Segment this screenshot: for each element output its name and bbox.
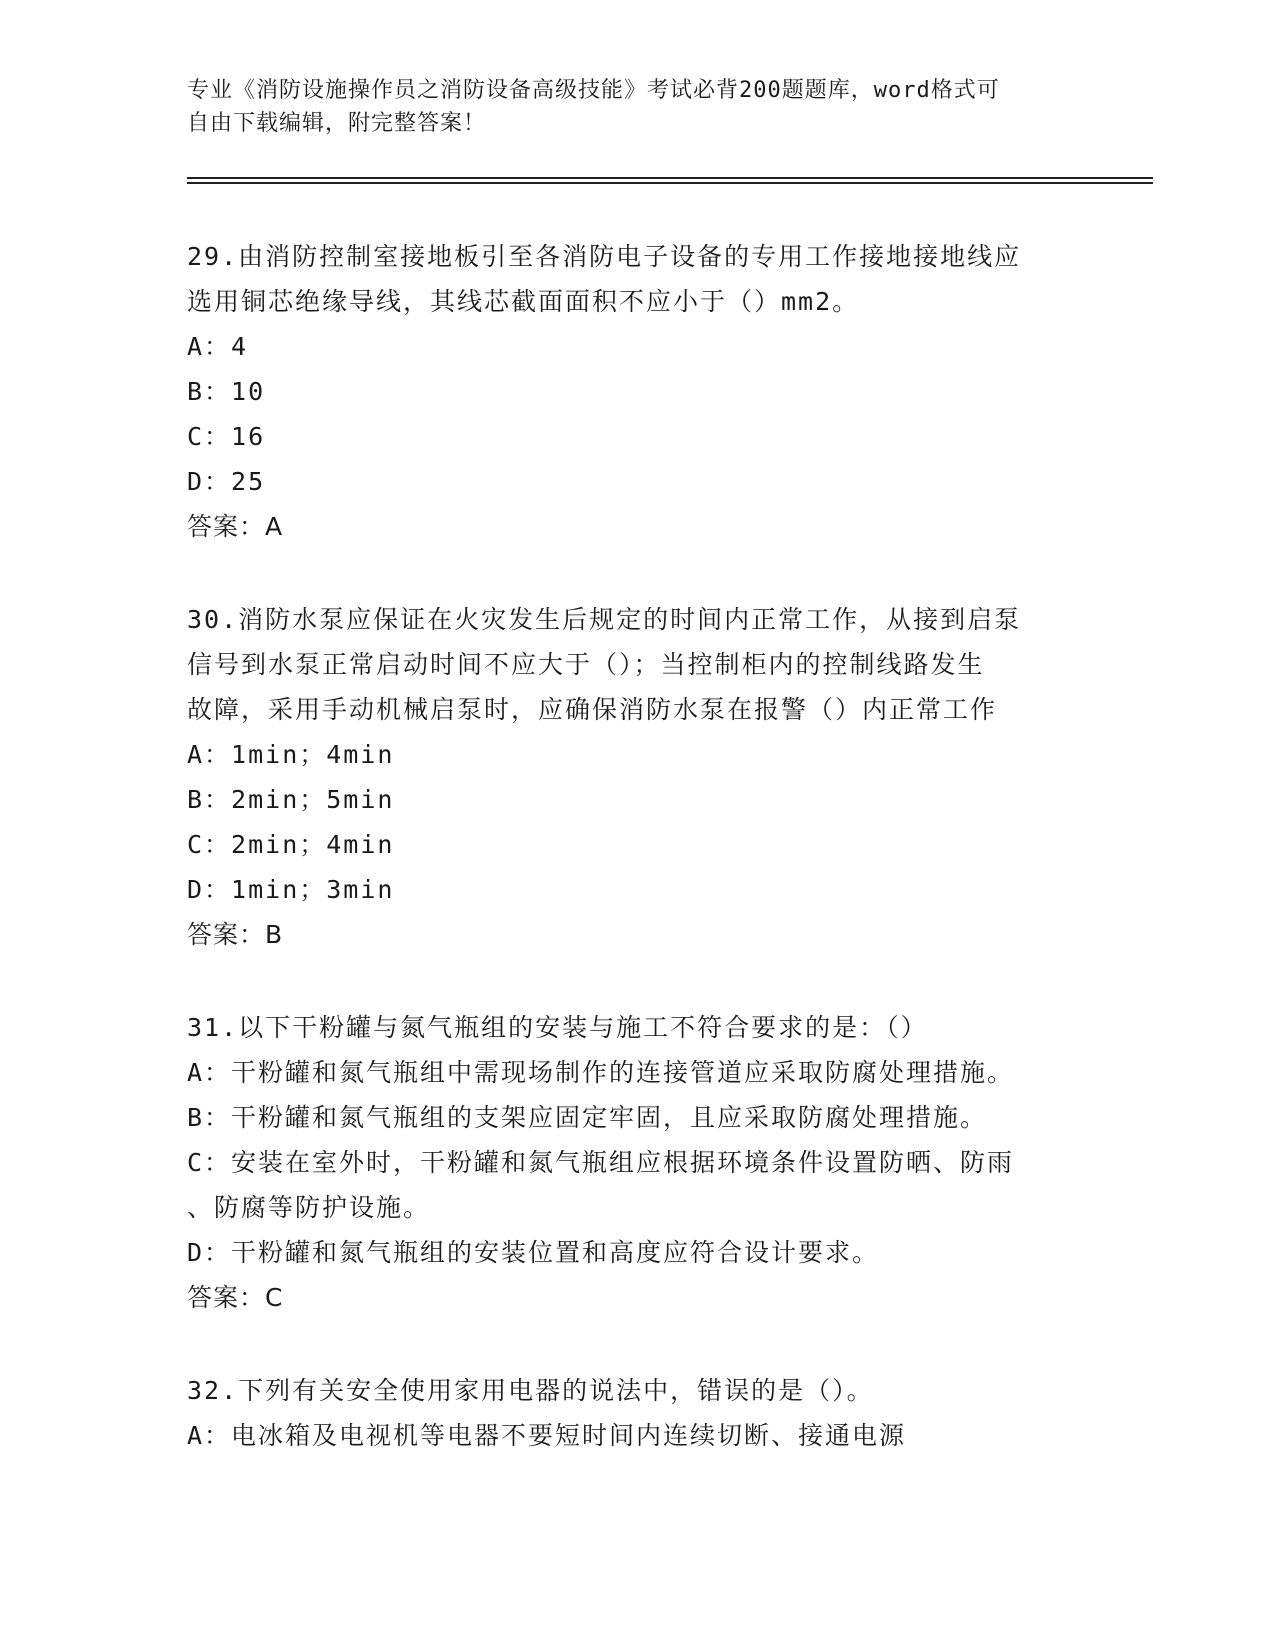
option-d: D：1min；3min xyxy=(187,875,395,904)
option-a: A：电冰箱及电视机等电器不要短时间内连续切断、接通电源 xyxy=(187,1421,907,1450)
option-c: C：安装在室外时，干粉罐和氮气瓶组应根据环境条件设置防晒、防雨 xyxy=(187,1148,1015,1177)
option-a: A：1min；4min xyxy=(187,740,395,769)
option-a: A：4 xyxy=(187,332,249,361)
option-d: D：25 xyxy=(187,467,266,496)
document-header xyxy=(187,74,1087,140)
header-line-2: 自由下载编辑，附完整答案！ xyxy=(187,111,487,136)
question-30 xyxy=(187,597,1087,957)
header-line-1: 专业《消防设施操作员之消防设备高级技能》考试必背200题题库，word格式可 xyxy=(187,78,1000,103)
option-d: D：干粉罐和氮气瓶组的安装位置和高度应符合设计要求。 xyxy=(187,1238,880,1267)
question-stem: 故障，采用手动机械启泵时，应确保消防水泵在报警（）内正常工作 xyxy=(187,695,998,724)
question-stem: 32.下列有关安全使用家用电器的说法中，错误的是（）。 xyxy=(187,1376,874,1405)
answer-label: 答案：C xyxy=(187,1283,284,1312)
answer-label: 答案：A xyxy=(187,512,284,541)
option-c: C：16 xyxy=(187,422,266,451)
header-divider-top xyxy=(187,177,1153,179)
option-b: B：干粉罐和氮气瓶组的支架应固定牢固，且应采取防腐处理措施。 xyxy=(187,1103,988,1132)
question-stem: 信号到水泵正常启动时间不应大于（）；当控制柜内的控制线路发生 xyxy=(187,650,985,679)
option-c-continued: 、防腐等防护设施。 xyxy=(187,1193,431,1222)
option-a: A：干粉罐和氮气瓶组中需现场制作的连接管道应采取防腐处理措施。 xyxy=(187,1058,1015,1087)
header-divider-bottom xyxy=(187,182,1153,184)
question-32 xyxy=(187,1368,1087,1458)
question-29 xyxy=(187,234,1087,549)
option-b: B：10 xyxy=(187,377,266,406)
question-stem: 31.以下干粉罐与氮气瓶组的安装与施工不符合要求的是：（） xyxy=(187,1013,928,1042)
answer-label: 答案：B xyxy=(187,920,284,949)
question-stem: 选用铜芯绝缘导线，其线芯截面面积不应小于（）mm2。 xyxy=(187,287,860,316)
question-stem: 30.消防水泵应保证在火灾发生后规定的时间内正常工作，从接到启泵 xyxy=(187,605,1022,634)
option-b: B：2min；5min xyxy=(187,785,395,814)
question-stem: 29.由消防控制室接地板引至各消防电子设备的专用工作接地接地线应 xyxy=(187,242,1022,271)
option-c: C：2min；4min xyxy=(187,830,395,859)
question-31 xyxy=(187,1005,1087,1320)
